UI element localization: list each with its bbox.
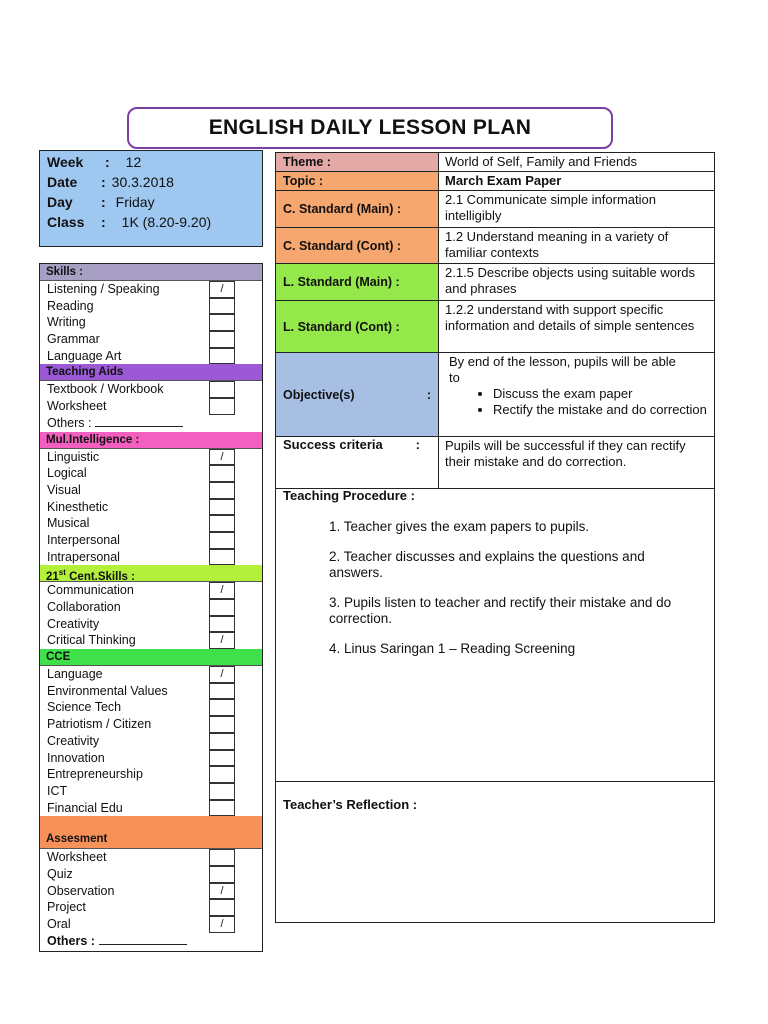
checkbox[interactable]	[209, 298, 235, 315]
checklist-item-label: Oral	[47, 917, 71, 931]
objective-intro: By end of the lesson, pupils will be able to	[449, 354, 676, 385]
checklist-item	[40, 866, 262, 883]
checkbox[interactable]: /	[209, 582, 235, 599]
checkbox[interactable]	[209, 616, 235, 633]
teaching-aids-others-field[interactable]	[95, 415, 183, 427]
checkbox[interactable]	[209, 849, 235, 866]
checkbox[interactable]	[209, 716, 235, 733]
checklist-item-label: Project	[47, 900, 86, 915]
success-criteria-colon: :	[415, 437, 420, 452]
info-day-value: Friday	[115, 194, 155, 210]
assessment-others-label: Others :	[47, 933, 95, 948]
topic-label: Topic :	[276, 172, 439, 190]
row-c-standard-main	[275, 191, 715, 228]
checklist-item	[40, 750, 262, 767]
procedure-step: 1. Teacher gives the exam papers to pupils.	[329, 519, 590, 534]
checklist-item	[40, 683, 262, 700]
checklist-item	[40, 314, 262, 331]
info-class-label: Class	[47, 214, 85, 230]
section-21st-cent-skills-header	[40, 565, 262, 582]
section-mul-intelligence-header: Mul.Intelligence :	[40, 432, 262, 449]
checkbox[interactable]	[209, 599, 235, 616]
checklist-item	[40, 298, 262, 315]
section-teaching-aids-header: Teaching Aids	[40, 364, 262, 381]
lesson-info-box	[39, 150, 263, 247]
teaching-procedure-box	[275, 487, 715, 782]
checklist-item	[40, 499, 262, 516]
checkbox[interactable]	[209, 733, 235, 750]
checklist-item-label: Kinesthetic	[47, 499, 109, 514]
objective-bullets	[445, 386, 708, 418]
checkbox[interactable]: /	[209, 632, 235, 649]
teacher-reflection-box	[275, 781, 715, 923]
checklist-item	[40, 281, 262, 298]
c-standard-main-label: C. Standard (Main) :	[276, 191, 439, 227]
checkbox[interactable]: /	[209, 883, 235, 900]
success-criteria-label: Success criteria	[283, 437, 383, 452]
checkbox[interactable]	[209, 866, 235, 883]
checkbox[interactable]: /	[209, 666, 235, 683]
checkbox[interactable]	[209, 515, 235, 532]
checklist-item-label: Grammar	[47, 332, 100, 347]
checkbox[interactable]: /	[209, 449, 235, 466]
l-standard-cont-value: 1.2.2 understand with support specific information and details of simple sentences	[445, 302, 695, 333]
checklist-item	[40, 549, 262, 566]
c-standard-cont-label: C. Standard (Cont) :	[276, 228, 439, 263]
checkbox[interactable]	[209, 499, 235, 516]
success-criteria-value: Pupils will be successful if they can rectify their mistake and do correction.	[445, 438, 686, 469]
info-day: Day : Friday	[47, 194, 155, 210]
checkbox[interactable]	[209, 800, 235, 817]
l-standard-main-value: 2.1.5 Describe objects using suitable words and phrases	[445, 265, 696, 296]
c-standard-main-value: 2.1 Communicate simple information intelligibly	[445, 192, 656, 223]
teaching-procedure-title: Teaching Procedure :	[283, 488, 415, 503]
checklist-item	[40, 883, 262, 900]
procedure-step: 4. Linus Saringan 1 – Reading Screening	[329, 641, 576, 656]
info-week-value: 12	[125, 154, 142, 170]
checklist-item-label: Linguistic	[47, 449, 100, 464]
checklist-item-label: Observation	[47, 883, 115, 898]
assessment-others-field[interactable]	[99, 933, 187, 945]
checklist-item	[40, 616, 262, 633]
checklist-item	[40, 515, 262, 532]
checkbox[interactable]	[209, 348, 235, 365]
checklist-item	[40, 398, 262, 415]
checklist-item-label: Worksheet	[47, 399, 107, 414]
teacher-reflection-title: Teacher’s Reflection :	[283, 797, 418, 812]
checklist-item-label: Musical	[47, 516, 90, 531]
assessment-others	[40, 933, 262, 950]
cent-skills-title-text: Cent.Skills :	[65, 571, 135, 584]
skills-list	[40, 281, 262, 364]
info-date-value: 30.3.2018	[111, 174, 174, 190]
checklist-item	[40, 849, 262, 866]
checklist-item-label: Entrepreneurship	[47, 767, 143, 782]
checklist-item	[40, 582, 262, 599]
page-title: ENGLISH DAILY LESSON PLAN	[208, 116, 532, 139]
procedure-step: 2. Teacher discusses and explains the questions and answers.	[329, 549, 645, 580]
checkbox[interactable]	[209, 699, 235, 716]
checklist-item	[40, 699, 262, 716]
checklist-item-label: Innovation	[47, 750, 105, 765]
checkbox[interactable]	[209, 465, 235, 482]
checklist-item-label: Listening / Speaking	[47, 282, 160, 296]
teaching-aids-list	[40, 381, 262, 414]
cent-skills-title-number: 21	[46, 571, 59, 584]
checklist-item	[40, 783, 262, 800]
checklist-item-label: Collaboration	[47, 600, 121, 614]
checklist-item	[40, 381, 262, 398]
section-cce-header: CCE	[40, 649, 262, 666]
theme-label: Theme :	[276, 153, 439, 171]
row-l-standard-cont	[275, 301, 715, 353]
info-date-label: Date	[47, 174, 78, 190]
assessment-list	[40, 849, 262, 932]
checkbox[interactable]	[209, 549, 235, 566]
checklist-item-label: Environmental Values	[47, 683, 168, 698]
checklist-item	[40, 666, 262, 683]
teaching-aids-others	[40, 415, 262, 432]
checkbox[interactable]	[209, 482, 235, 499]
checklist-item-label: Interpersonal	[47, 532, 120, 547]
cce-list	[40, 666, 262, 816]
checklist-item	[40, 916, 262, 933]
checkbox[interactable]	[209, 532, 235, 549]
checklist-item-label: Creativity	[47, 616, 100, 631]
lesson-plan-table	[275, 152, 715, 489]
checkbox[interactable]	[209, 750, 235, 767]
row-objective	[275, 353, 715, 437]
c-standard-cont-value: 1.2 Understand meaning in a variety of familiar contexts	[445, 229, 669, 260]
objective-bullet: • Rectify the mistake and do correction	[493, 402, 708, 418]
checklist-item-label: Quiz	[47, 866, 73, 881]
checklist-item	[40, 465, 262, 482]
checklist-item-label: Visual	[47, 482, 81, 497]
section-skills-header: Skills :	[40, 264, 262, 281]
l-standard-main-label: L. Standard (Main) :	[276, 264, 439, 300]
checklist-item-label: Worksheet	[47, 850, 107, 865]
checkbox[interactable]	[209, 683, 235, 700]
checklist-item	[40, 800, 262, 817]
topic-value: March Exam Paper	[445, 173, 562, 188]
l-standard-cont-label: L. Standard (Cont) :	[276, 301, 439, 352]
info-week-label: Week	[47, 154, 84, 170]
checkbox[interactable]	[209, 766, 235, 783]
procedure-step: 3. Pupils listen to teacher and rectify their mistake and do correction.	[329, 595, 672, 626]
info-day-label: Day	[47, 194, 73, 210]
checklist-item-label: Writing	[47, 315, 86, 330]
row-theme	[275, 152, 715, 172]
info-class: Class : 1K (8.20-9.20)	[47, 214, 212, 230]
checklist-item	[40, 899, 262, 916]
row-topic	[275, 172, 715, 191]
checklist-item-label: Intrapersonal	[47, 549, 120, 564]
checklist-item	[40, 766, 262, 783]
objective-label: Objective(s)	[283, 387, 355, 402]
info-date: Date : 30.3.2018	[47, 174, 174, 190]
checklist-item	[40, 482, 262, 499]
checklist-panel	[39, 263, 263, 952]
objective-bullet: • Discuss the exam paper	[493, 386, 708, 402]
title-box	[127, 107, 613, 149]
row-l-standard-main	[275, 264, 715, 301]
checklist-item-label: ICT	[47, 783, 68, 798]
checklist-item-label: Communication	[47, 583, 134, 598]
mul-intelligence-list	[40, 449, 262, 566]
checklist-item	[40, 331, 262, 348]
checklist-item-label: Language Art	[47, 348, 122, 363]
checkbox[interactable]: /	[209, 916, 235, 933]
checklist-item-label: Science Tech	[47, 700, 122, 715]
checklist-item-label: Reading	[47, 298, 94, 313]
checklist-item	[40, 733, 262, 750]
checklist-item	[40, 449, 262, 466]
checkbox[interactable]: /	[209, 281, 235, 298]
checklist-item-label: Logical	[47, 466, 87, 481]
checkbox[interactable]	[209, 314, 235, 331]
checklist-item	[40, 632, 262, 649]
checklist-item	[40, 348, 262, 365]
cent-skills-title-suffix: st	[58, 568, 66, 578]
row-c-standard-cont	[275, 228, 715, 264]
assessment-title: Assesment	[46, 833, 108, 846]
checklist-item	[40, 599, 262, 616]
teaching-aids-others-label: Others :	[47, 415, 92, 430]
info-week: Week : 12	[47, 154, 142, 170]
checklist-item	[40, 716, 262, 733]
checklist-item-label: Patriotism / Citizen	[47, 717, 152, 732]
checklist-item-label: Financial Edu	[47, 800, 123, 815]
objective-label-cell	[276, 353, 439, 436]
success-label-cell	[276, 437, 439, 488]
checklist-item-label: Language	[47, 667, 103, 682]
row-success-criteria	[275, 437, 715, 489]
objective-colon: :	[426, 387, 431, 402]
checkbox[interactable]	[209, 398, 235, 415]
checklist-item	[40, 532, 262, 549]
checkbox[interactable]	[209, 899, 235, 916]
checkbox[interactable]	[209, 381, 235, 398]
checklist-item-label: Creativity	[47, 733, 100, 748]
theme-value: World of Self, Family and Friends	[445, 154, 637, 169]
checkbox[interactable]	[209, 783, 235, 800]
checklist-item-label: Critical Thinking	[47, 633, 136, 648]
checklist-item-label: Textbook / Workbook	[47, 382, 164, 397]
checkbox[interactable]	[209, 331, 235, 348]
cent-skills-list	[40, 582, 262, 649]
objective-value	[439, 353, 714, 436]
info-class-value: 1K (8.20-9.20)	[121, 214, 212, 230]
section-assessment-header	[40, 816, 262, 849]
